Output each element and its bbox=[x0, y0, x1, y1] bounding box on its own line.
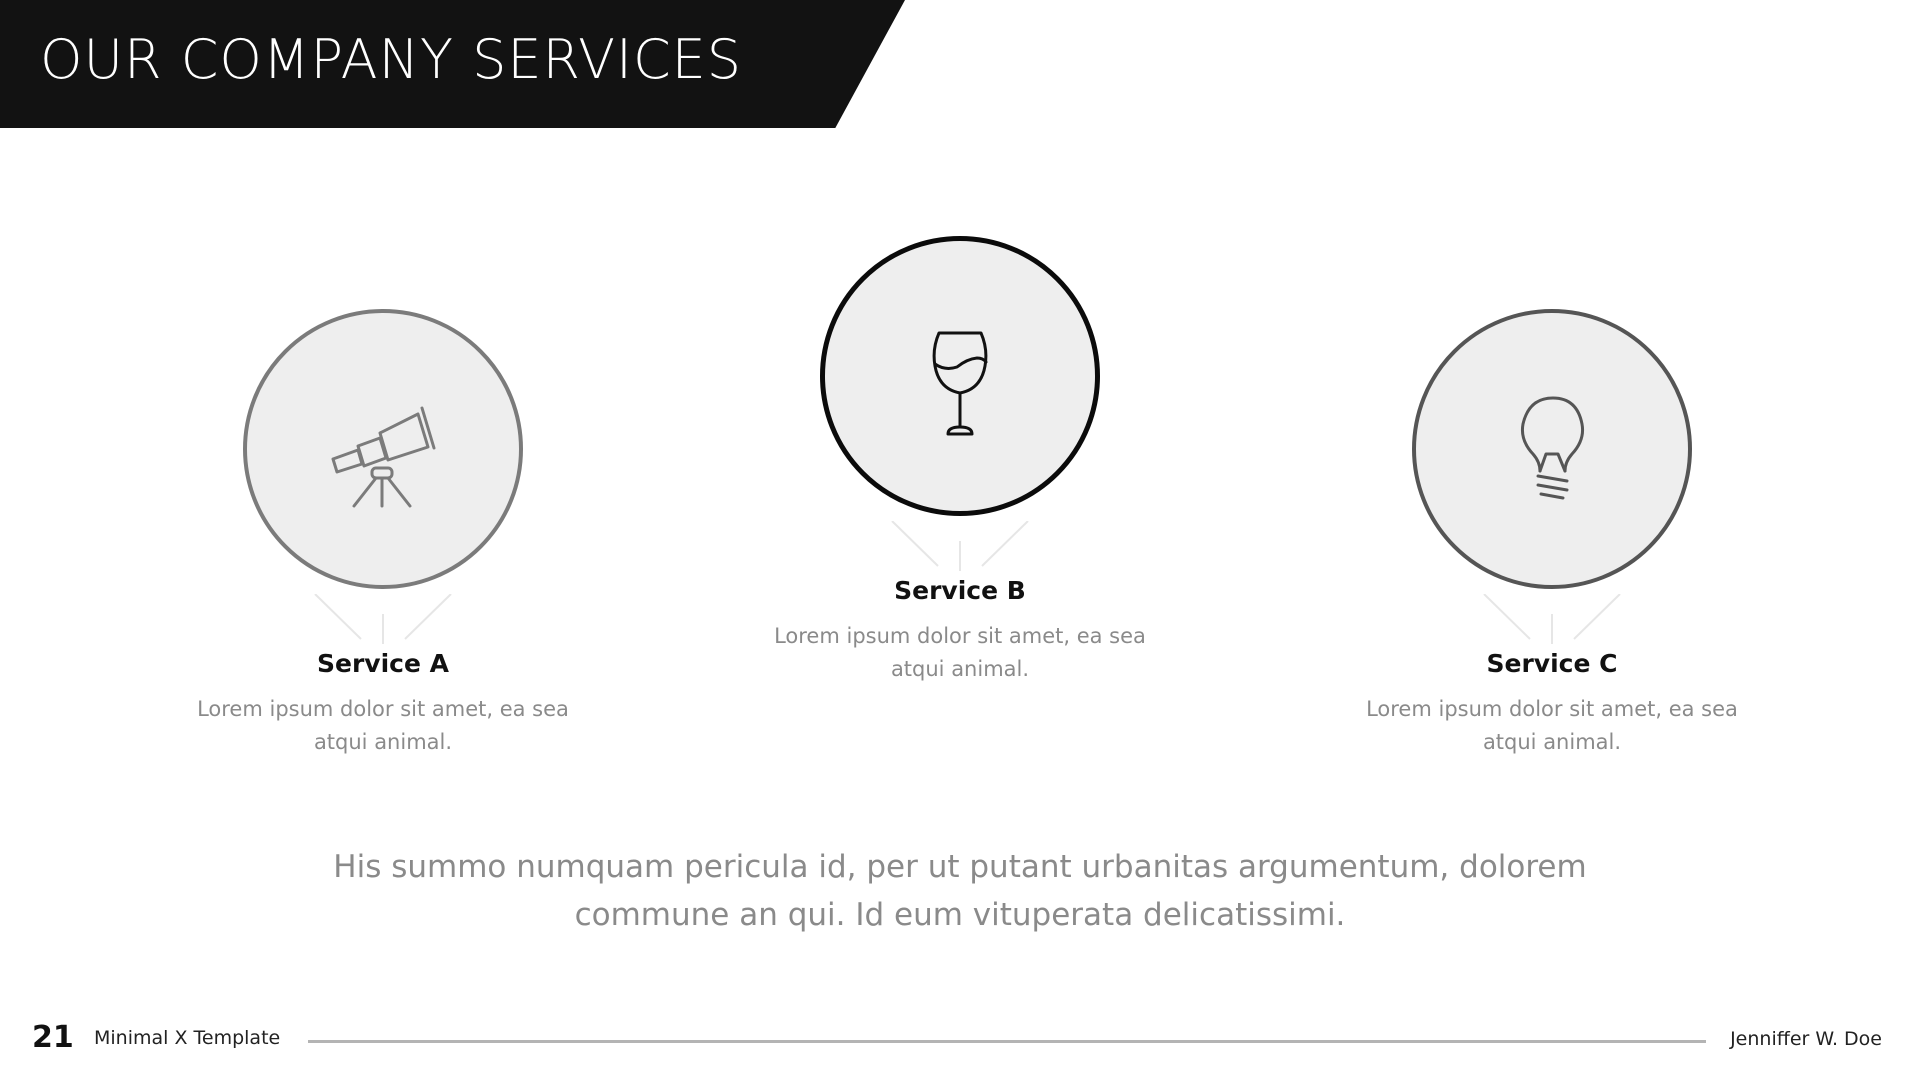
service-c-description: Lorem ipsum dolor sit amet, ea sea atqui animal. bbox=[1366, 697, 1738, 754]
telescope-icon bbox=[318, 384, 448, 514]
service-b-connector-rays bbox=[820, 521, 1100, 581]
service-a-circle bbox=[243, 309, 523, 589]
service-b-circle bbox=[820, 236, 1100, 516]
service-b-name: Service B bbox=[894, 576, 1026, 605]
lightbulb-icon bbox=[1487, 384, 1617, 514]
service-c-connector-rays bbox=[1412, 594, 1692, 654]
service-c-circle bbox=[1412, 309, 1692, 589]
footer-divider bbox=[308, 1040, 1706, 1043]
service-a-name: Service A bbox=[317, 649, 449, 678]
page-number: 21 bbox=[32, 1020, 74, 1055]
service-c-name: Service C bbox=[1486, 649, 1618, 678]
template-name: Minimal X Template bbox=[94, 1027, 281, 1049]
service-a-description: Lorem ipsum dolor sit amet, ea sea atqui animal. bbox=[197, 697, 569, 754]
wine-glass-icon bbox=[895, 311, 1025, 441]
author-name: Jenniffer W. Doe bbox=[1730, 1028, 1882, 1050]
service-b-description: Lorem ipsum dolor sit amet, ea sea atqui animal. bbox=[774, 624, 1146, 681]
summary-text: His summo numquam pericula id, per ut putant urbanitas argumentum, dolorem commune an qui. Id eum vituperata delicatissimi. bbox=[333, 849, 1587, 933]
service-a-connector-rays bbox=[243, 594, 523, 654]
slide-title: OUR COMPANY SERVICES bbox=[40, 28, 743, 91]
